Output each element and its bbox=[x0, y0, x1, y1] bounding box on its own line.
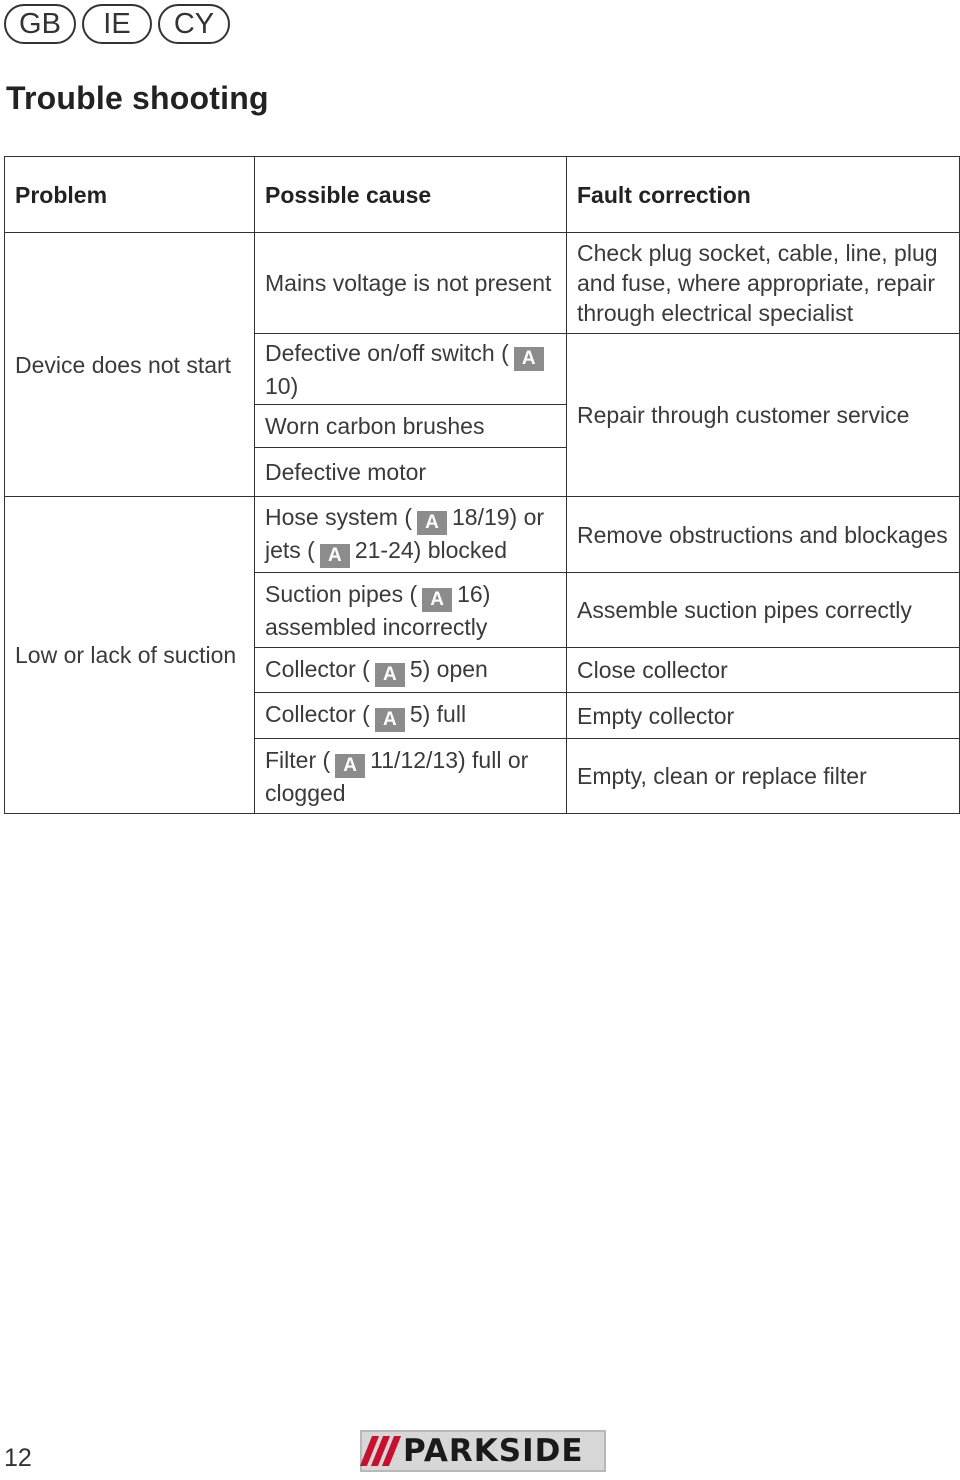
cause-text: 5) open bbox=[409, 655, 488, 682]
cause-text: Hose system ( bbox=[265, 503, 412, 530]
cause-text: Suction pipes ( bbox=[265, 580, 418, 607]
cause-text: 18/19) or jets ( bbox=[265, 503, 545, 563]
page-number: 12 bbox=[4, 1444, 32, 1472]
correction-cell: Close collector bbox=[567, 648, 960, 693]
language-badge-ie: IE bbox=[82, 4, 152, 44]
cause-cell bbox=[255, 693, 567, 739]
header-possible-cause: Possible cause bbox=[255, 157, 567, 233]
figure-a-reference-icon: A bbox=[335, 754, 365, 778]
table-header-row bbox=[5, 157, 960, 233]
cause-cell: Worn carbon brushes bbox=[255, 405, 567, 448]
cause-text: 11/12/13) full or clogged bbox=[265, 746, 529, 806]
table-row bbox=[5, 233, 960, 334]
correction-cell: Assemble suction pipes correctly bbox=[567, 573, 960, 648]
cause-text: Filter ( bbox=[265, 746, 331, 773]
cause-cell bbox=[255, 648, 567, 693]
correction-cell: Repair through customer service bbox=[567, 334, 960, 497]
figure-a-reference-icon: A bbox=[375, 663, 405, 687]
figure-a-reference-icon: A bbox=[417, 511, 447, 535]
cause-text: 16) assembled incorrectly bbox=[265, 580, 491, 640]
cause-text: 10) bbox=[265, 372, 299, 399]
language-badge-gb: GB bbox=[4, 4, 76, 44]
figure-a-reference-icon: A bbox=[514, 347, 544, 371]
cause-text: Collector ( bbox=[265, 701, 370, 727]
problem-cell: Device does not start bbox=[5, 233, 255, 497]
correction-cell: Empty collector bbox=[567, 693, 960, 739]
figure-a-reference-icon: A bbox=[320, 544, 350, 568]
language-badge-cy: CY bbox=[158, 4, 230, 44]
cause-cell: Mains voltage is not present bbox=[255, 233, 567, 334]
figure-a-reference-icon: A bbox=[375, 708, 405, 732]
page-title: Trouble shooting bbox=[6, 80, 269, 116]
problem-cell: Low or lack of suction bbox=[5, 497, 255, 814]
correction-cell: Empty, clean or replace filter bbox=[567, 739, 960, 814]
brand-slashes-icon bbox=[366, 1436, 395, 1466]
cause-cell bbox=[255, 739, 567, 814]
correction-cell: Remove obstructions and blockages bbox=[567, 497, 960, 573]
cause-text: 5) full bbox=[409, 701, 467, 727]
header-problem: Problem bbox=[5, 157, 255, 233]
cause-cell bbox=[255, 573, 567, 648]
header-fault-correction: Fault correction bbox=[567, 157, 960, 233]
cause-text: Defective on/off switch ( bbox=[265, 339, 509, 366]
parkside-logo bbox=[360, 1430, 606, 1472]
brand-name: PARKSIDE bbox=[403, 1433, 584, 1469]
cause-cell bbox=[255, 497, 567, 573]
cause-cell bbox=[255, 334, 567, 405]
table-row bbox=[5, 497, 960, 573]
cause-text: Collector ( bbox=[265, 655, 370, 682]
troubleshooting-table bbox=[4, 156, 960, 814]
figure-a-reference-icon: A bbox=[422, 588, 452, 612]
correction-cell: Check plug socket, cable, line, plug and fuse, where appropriate, repair through electrical specialist bbox=[567, 233, 960, 334]
language-badges bbox=[4, 4, 230, 44]
cause-text: 21-24) blocked bbox=[354, 536, 507, 563]
cause-cell: Defective motor bbox=[255, 448, 567, 497]
